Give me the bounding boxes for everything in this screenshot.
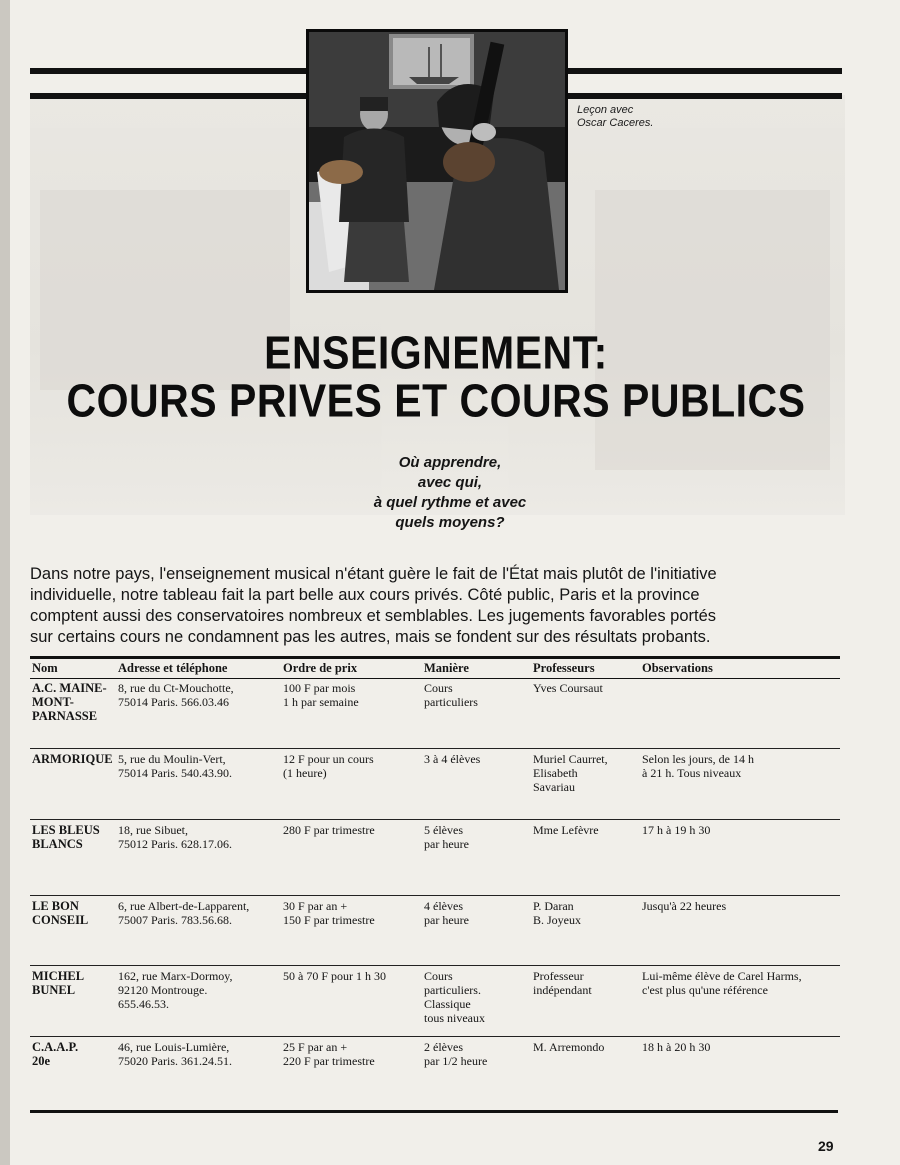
cell-line: 12 F pour un cours [283,752,374,766]
cell-nom [32,752,113,766]
row-separator [30,748,840,749]
intro-paragraph [30,564,845,648]
row-separator [30,1036,840,1037]
cell-line: 150 F par trimestre [283,913,375,927]
intro-line: individuelle, notre tableau fait la part belle aux cours privés. Côté public, Paris et la province [30,586,700,604]
lesson-photo [306,29,568,293]
subtitle-line: quels moyens? [395,514,505,531]
article-subtitle [300,453,600,533]
cell-line: Elisabeth [533,766,578,780]
header-adresse: Adresse et téléphone [118,661,228,675]
cell-line: Selon les jours, de 14 h [642,752,754,766]
cell-maniere [424,681,478,709]
cell-line: Yves Coursaut [533,681,603,695]
header-nom: Nom [32,661,58,675]
cell-adresse [118,969,233,1011]
lesson-photo-illustration [309,32,565,290]
cell-line: 30 F par an + [283,899,348,913]
cell-prix [283,752,374,780]
cell-line: 2 élèves [424,1040,463,1054]
cell-nom [32,823,100,851]
cell-line: 655.46.53. [118,997,169,1011]
cell-adresse [118,899,249,927]
cell-nom [32,899,88,927]
cell-line: 20e [32,1054,51,1068]
photo-caption-line: Oscar Caceres. [577,117,654,129]
cell-line: Jusqu'à 22 heures [642,899,727,913]
cell-line: (1 heure) [283,766,327,780]
cell-line: Mme Lefèvre [533,823,599,837]
cell-line: par 1/2 heure [424,1054,488,1068]
cell-line: tous niveaux [424,1011,485,1025]
cell-line: 75020 Paris. 361.24.51. [118,1054,232,1068]
cell-professeurs [533,969,592,997]
cell-line: 17 h à 19 h 30 [642,823,711,837]
header-prix: Ordre de prix [283,661,358,675]
cell-line: 280 F par trimestre [283,823,375,837]
cell-line: 5 élèves [424,823,463,837]
intro-line: sur certains cours ne condamnent pas les autres, mais se fondent sur des résultats probants. [30,628,711,646]
cell-line: 4 élèves [424,899,463,913]
cell-prix [283,681,359,709]
table-header-rule [30,656,840,659]
cell-professeurs [533,899,581,927]
cell-prix [283,899,375,927]
cell-line: particuliers. [424,983,481,997]
cell-line: BUNEL [32,983,76,997]
cell-adresse [118,752,232,780]
cell-observations [642,752,754,780]
cell-adresse [118,823,232,851]
article-title-line-2: COURS PRIVES ET COURS PUBLICS [66,375,806,427]
cell-line: CONSEIL [32,913,89,927]
photo-caption [577,104,653,130]
cell-professeurs [533,823,599,837]
cell-line: MICHEL [32,969,85,983]
cell-line: 18 h à 20 h 30 [642,1040,711,1054]
header-professeurs: Professeurs [533,661,595,675]
cell-line: 1 h par semaine [283,695,359,709]
cell-line: 6, rue Albert-de-Lapparent, [118,899,250,913]
cell-line: Professeur [533,969,584,983]
cell-line: LES BLEUS [32,823,100,837]
cell-line: Savariau [533,780,575,794]
table-header-underline [30,678,840,679]
cell-maniere [424,1040,487,1068]
cell-prix [283,969,386,983]
photo-caption-line: Leçon avec [577,104,634,116]
cell-line: 8, rue du Ct-Mouchotte, [118,681,234,695]
cell-maniere [424,752,480,766]
cell-line: 18, rue Sibuet, [118,823,188,837]
table-header [30,661,840,679]
cell-line: Cours [424,681,453,695]
cell-line: par heure [424,913,469,927]
cell-line: 3 à 4 élèves [424,752,481,766]
cell-adresse [118,1040,232,1068]
cell-prix [283,1040,375,1068]
page-edge-shadow [0,0,10,1165]
cell-line: Cours [424,969,453,983]
cell-line: c'est plus qu'une référence [642,983,768,997]
cell-line: Classique [424,997,471,1011]
cell-line: LE BON [32,899,79,913]
subtitle-line: avec qui, [417,474,483,491]
intro-line: comptent aussi des conservatoires nombreux et semblables. Les jugements favorables portés [30,607,717,625]
cell-line: MONT- [32,695,74,709]
subtitle-line: Où apprendre, [398,454,502,471]
cell-line: ARMORIQUE [32,752,113,766]
cell-nom [32,1040,78,1068]
subtitle-line: à quel rythme et avec [373,494,527,511]
cell-line: 100 F par mois [283,681,356,695]
cell-line: 50 à 70 F pour 1 h 30 [283,969,386,983]
cell-line: 46, rue Louis-Lumière, [118,1040,230,1054]
cell-line: 75014 Paris. 540.43.90. [118,766,232,780]
table-bottom-rule [30,1110,838,1113]
header-observations: Observations [642,661,713,675]
cell-line: particuliers [424,695,478,709]
cell-maniere [424,969,485,1025]
cell-nom [32,969,84,997]
cell-line: B. Joyeux [533,913,581,927]
cell-line: A.C. MAINE- [32,681,107,695]
cell-professeurs [533,1040,604,1054]
cell-prix [283,823,375,837]
cell-observations [642,823,710,837]
header-maniere: Manière [424,661,469,675]
cell-line: 92120 Montrouge. [118,983,208,997]
cell-line: 75007 Paris. 783.56.68. [118,913,232,927]
cell-observations [642,969,802,997]
cell-line: indépendant [533,983,592,997]
cell-professeurs [533,681,603,695]
cell-maniere [424,823,469,851]
intro-line: Dans notre pays, l'enseignement musical n'étant guère le fait de l'État mais plutôt de l'initiative [30,565,717,583]
cell-line: M. Arremondo [533,1040,605,1054]
cell-nom [32,681,107,723]
cell-line: par heure [424,837,469,851]
cell-line: 5, rue du Moulin-Vert, [118,752,226,766]
cell-line: BLANCS [32,837,83,851]
cell-line: PARNASSE [32,709,98,723]
row-separator [30,965,840,966]
row-separator [30,895,840,896]
cell-line: Muriel Caurret, [533,752,608,766]
cell-line: P. Daran [533,899,574,913]
page-number: 29 [818,1138,834,1154]
cell-line: à 21 h. Tous niveaux [642,766,742,780]
cell-line: 75012 Paris. 628.17.06. [118,837,232,851]
cell-adresse [118,681,234,709]
article-title-line-1: ENSEIGNEMENT: [264,327,608,379]
cell-line: 75014 Paris. 566.03.46 [118,695,229,709]
cell-line: 220 F par trimestre [283,1054,375,1068]
row-separator [30,819,840,820]
cell-observations [642,1040,710,1054]
cell-line: Lui-même élève de Carel Harms, [642,969,802,983]
cell-professeurs [533,752,608,794]
cell-line: C.A.A.P. [32,1040,79,1054]
cell-maniere [424,899,469,927]
cell-observations [642,899,726,913]
cell-line: 162, rue Marx-Dormoy, [118,969,233,983]
cell-line: 25 F par an + [283,1040,348,1054]
